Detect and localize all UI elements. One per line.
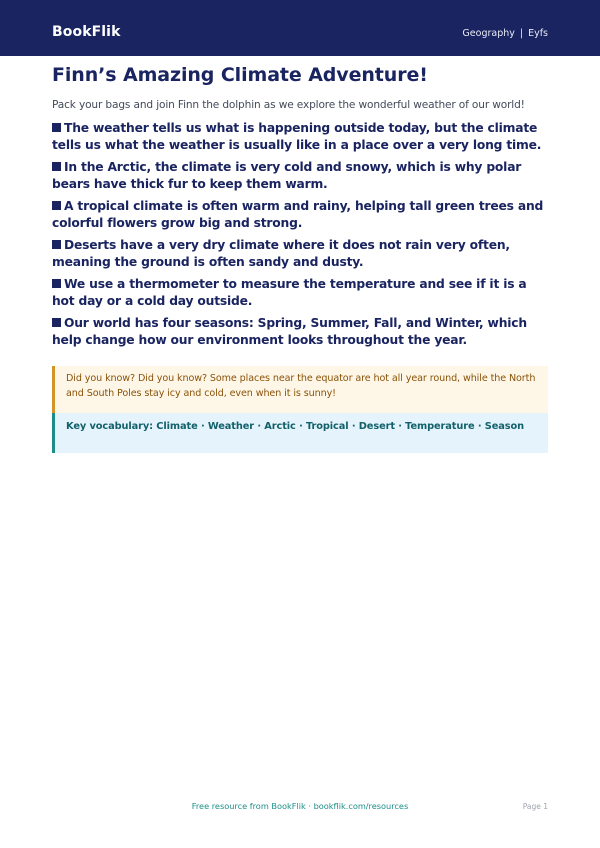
fact-item xyxy=(52,315,552,349)
brand-logo[interactable]: BookFlik xyxy=(52,24,121,40)
header-meta xyxy=(462,0,548,68)
square-bullet-icon xyxy=(52,279,61,288)
fact-text: We use a thermometer to measure the temperature and see if it is a hot day or a cold day outside. xyxy=(52,277,527,308)
page-number: Page 1 xyxy=(522,802,548,811)
fact-text: A tropical climate is often warm and rainy, helping tall green trees and colorful flowers grow big and strong. xyxy=(52,199,544,230)
fact-item xyxy=(52,237,552,271)
fact-list xyxy=(52,120,552,354)
fact-text: In the Arctic, the climate is very cold and snowy, which is why polar bears have thick fur to keep them warm. xyxy=(52,160,522,191)
fact-text: Deserts have a very dry climate where it does not rain very often, meaning the ground is often sandy and dusty. xyxy=(52,238,510,269)
fact-item xyxy=(52,198,552,232)
subject-label: Geography xyxy=(462,28,515,39)
square-bullet-icon xyxy=(52,318,61,327)
intro-text: Pack your bags and join Finn the dolphin as we explore the wonderful weather of our world! xyxy=(52,99,525,111)
key-vocabulary-box: Key vocabulary: Climate · Weather · Arctic · Tropical · Desert · Temperature · Season xyxy=(52,413,548,453)
square-bullet-icon xyxy=(52,240,61,249)
header-bar xyxy=(0,0,600,56)
fact-text: The weather tells us what is happening outside today, but the climate tells us what the weather is usually like in a place over a very long time. xyxy=(52,121,542,152)
page-title: Finn’s Amazing Climate Adventure! xyxy=(52,64,428,86)
level-label: Eyfs xyxy=(528,28,548,39)
meta-separator: | xyxy=(519,28,524,39)
square-bullet-icon xyxy=(52,123,61,132)
fact-item xyxy=(52,120,552,154)
fact-text: Our world has four seasons: Spring, Summer, Fall, and Winter, which help change how our environment looks throughout the year. xyxy=(52,316,527,347)
footer-credit-link[interactable]: Free resource from BookFlik · bookflik.com/resources xyxy=(191,801,409,811)
fact-item xyxy=(52,276,552,310)
square-bullet-icon xyxy=(52,201,61,210)
fact-item xyxy=(52,159,552,193)
did-you-know-callout: Did you know? Did you know? Some places near the equator are hot all year round, while the North and South Poles stay icy and cold, even when it is sunny! xyxy=(52,366,548,413)
square-bullet-icon xyxy=(52,162,61,171)
